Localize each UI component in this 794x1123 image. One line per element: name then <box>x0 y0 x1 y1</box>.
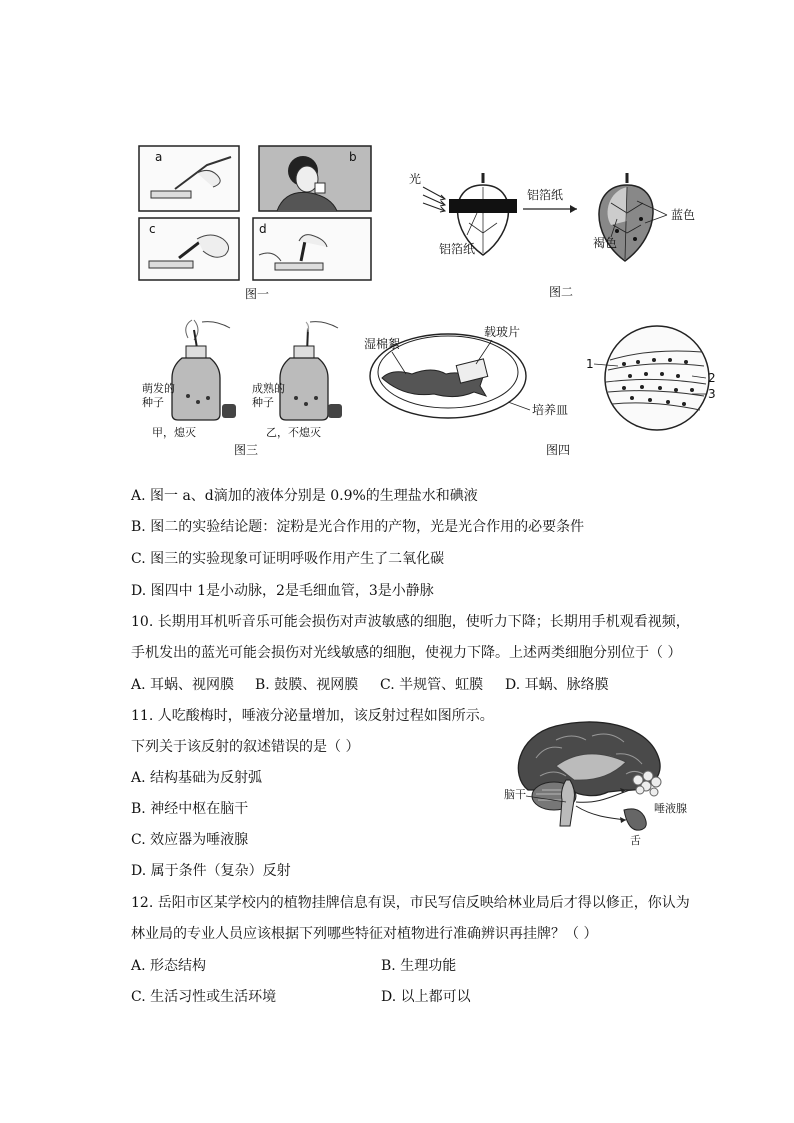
mature-seed-label-1: 成熟的 <box>252 382 285 395</box>
mature-seed-label-2: 种子 <box>252 396 274 409</box>
foil-label-top: 铝箔纸 <box>527 188 564 202</box>
brainstem-label: 脑干 <box>504 788 526 801</box>
q10-option-a: A. 耳蜗、视网膜 <box>131 677 235 693</box>
germinated-seed-label-2: 种子 <box>142 396 164 409</box>
slide-label: 载玻片 <box>484 325 521 339</box>
q12-stem-line-2: 林业局的专业人员应该根据下列哪些特征对植物进行准确辨识再挂牌？（ ） <box>131 926 598 942</box>
q12-option-c: C. 生活习性或生活环境 <box>131 989 277 1005</box>
brown-label: 褐色 <box>593 236 618 250</box>
figure-3-caption: 图三 <box>234 443 259 457</box>
panel-c-label: c <box>149 222 156 236</box>
q10-stem-line-2: 手机发出的蓝光可能会损伤对光线敏感的细胞，使视力下降。上述两类细胞分别位于（ ） <box>131 645 682 661</box>
q9-option-c: C. 图三的实验现象可证明呼吸作用产生了二氧化碳 <box>131 551 445 567</box>
q11-option-d: D. 属于条件（复杂）反射 <box>131 863 291 879</box>
q11-stem-line-1: 11. 人吃酸梅时，唾液分泌量增加，该反射过程如图所示。 <box>131 708 494 724</box>
q11-option-b: B. 神经中枢在脑干 <box>131 801 249 817</box>
q11-option-c: C. 效应器为唾液腺 <box>131 832 249 848</box>
figure-4 <box>362 318 722 458</box>
q10-option-c: C. 半规管、虹膜 <box>380 677 484 693</box>
q10-option-d: D. 耳蜗、脉络膜 <box>505 677 609 693</box>
q12-stem-line-1: 12. 岳阳市区某学校内的植物挂牌信息有误，市民写信反映给林业局后才得以修正，你认为 <box>131 895 690 911</box>
blue-label: 蓝色 <box>671 208 696 222</box>
panel-a-label: a <box>155 150 163 164</box>
q9-option-b: B. 图二的实验结论题：淀粉是光合作用的产物，光是光合作用的必要条件 <box>131 519 585 535</box>
vessel-2-label: 2 <box>708 371 716 385</box>
foil-label-left: 铝箔纸 <box>439 242 476 256</box>
jar-a-result: 甲，熄灭 <box>152 426 196 439</box>
q11-option-a: A. 结构基础为反射弧 <box>131 770 263 786</box>
salivary-gland-label: 唾液腺 <box>654 802 687 815</box>
q9-option-d: D. 图四中 1是小动脉，2是毛细血管，3是小静脉 <box>131 583 434 599</box>
q10-options <box>131 675 609 695</box>
figure-1-caption: 图一 <box>245 287 270 301</box>
tongue-label: 舌 <box>630 834 641 847</box>
reflex-brain-figure <box>496 718 706 850</box>
vessel-1-label: 1 <box>586 357 594 371</box>
jar-b-result: 乙，不熄灭 <box>266 426 321 439</box>
cotton-label: 湿棉絮 <box>364 337 401 351</box>
q9-option-a: A. 图一 a、d滴加的液体分别是 0.9%的生理盐水和碘液 <box>131 488 478 504</box>
q10-option-b: B. 鼓膜、视网膜 <box>255 677 359 693</box>
figure-2-caption: 图二 <box>549 285 574 299</box>
panel-d-label: d <box>259 222 267 236</box>
q11-stem-line-2: 下列关于该反射的叙述错误的是（ ） <box>131 739 360 755</box>
figure-2 <box>405 143 705 303</box>
q12-option-b: B. 生理功能 <box>381 958 457 974</box>
figure-4-caption: 图四 <box>546 443 571 457</box>
panel-b-label: b <box>349 150 357 164</box>
vessel-3-label: 3 <box>708 387 716 401</box>
germinated-seed-label-1: 萌发的 <box>142 382 175 395</box>
light-label: 光 <box>409 172 422 186</box>
figure-1 <box>135 143 387 303</box>
q12-option-d: D. 以上都可以 <box>381 989 471 1005</box>
q10-stem-line-1: 10. 长期用耳机听音乐可能会损伤对声波敏感的细胞，使听力下降；长期用手机观看视频， <box>131 614 690 630</box>
dish-label: 培养皿 <box>532 403 569 417</box>
figure-3 <box>138 318 358 458</box>
q12-option-a: A. 形态结构 <box>131 958 207 974</box>
